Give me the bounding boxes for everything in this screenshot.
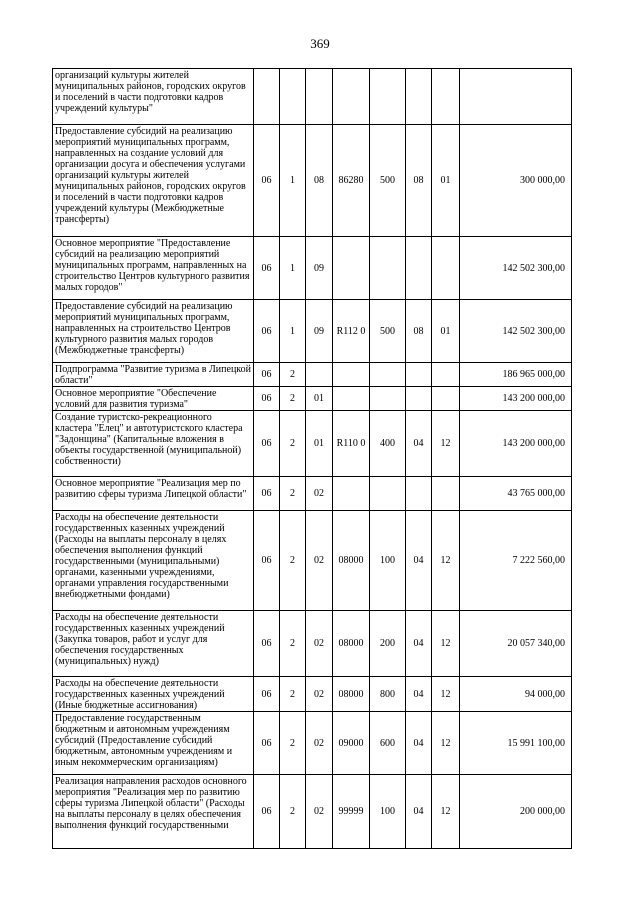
- direction-code: 08000: [333, 611, 370, 677]
- subprogram-code: 2: [280, 611, 306, 677]
- table-row: [53, 387, 572, 411]
- direction-code: 08000: [333, 677, 370, 712]
- subprogram-code: 1: [280, 125, 306, 237]
- expense-type-code: 200: [370, 611, 406, 677]
- program-code: 06: [254, 125, 280, 237]
- row-description: Основное мероприятие "Реализация мер по развитию сферы туризма Липецкой области": [53, 477, 254, 511]
- program-code: 06: [254, 775, 280, 849]
- program-code: 06: [254, 611, 280, 677]
- section-code: 04: [406, 511, 432, 611]
- table-row: [53, 125, 572, 237]
- amount: 43 765 000,00: [460, 477, 572, 511]
- subsection-code: [432, 69, 460, 125]
- expense-type-code: [370, 477, 406, 511]
- table-row: [53, 237, 572, 300]
- table-row: [53, 775, 572, 849]
- table-row: [53, 611, 572, 677]
- section-code: [406, 69, 432, 125]
- row-description: Предоставление государственным бюджетным и автономным учреждениям субсидий (Предоставление субсидий бюджетным, автономным учреждениям и иным некоммерческим организациям): [53, 712, 254, 775]
- activity-code: 02: [306, 712, 333, 775]
- expense-type-code: 800: [370, 677, 406, 712]
- amount: 142 502 300,00: [460, 300, 572, 363]
- subsection-code: 12: [432, 775, 460, 849]
- row-description: Предоставление субсидий на реализацию мероприятий муниципальных программ, направленных на создание условий для организации досуга и обеспечения услугами организаций культуры жителей муниципальных районов, городских округов и поселений в части подготовки кадров учреждений культуры (Межбюджетные трансферты): [53, 125, 254, 237]
- subsection-code: 12: [432, 712, 460, 775]
- direction-code: 99999: [333, 775, 370, 849]
- subprogram-code: 2: [280, 477, 306, 511]
- program-code: 06: [254, 363, 280, 387]
- amount: 7 222 560,00: [460, 511, 572, 611]
- subprogram-code: 2: [280, 511, 306, 611]
- subsection-code: [432, 387, 460, 411]
- section-code: 04: [406, 712, 432, 775]
- row-description: Расходы на обеспечение деятельности государственных казенных учреждений (Расходы на выплаты персоналу в целях обеспечения выполнения функций государственными (муниципальными) органами, казенными учреждениями, органами управления государственными внебюджетными фондами): [53, 511, 254, 611]
- row-description: Создание туристско-рекреационного кластера "Елец" и автотуристского кластера "Задонщина" (Капитальные вложения в объекты государственной (муниципальной) собственности): [53, 411, 254, 477]
- direction-code: [333, 363, 370, 387]
- activity-code: 01: [306, 387, 333, 411]
- table-row: [53, 677, 572, 712]
- row-description: организаций культуры жителей муниципальных районов, городских округов и поселений в части подготовки кадров учреждений культуры": [53, 69, 254, 125]
- direction-code: 86280: [333, 125, 370, 237]
- activity-code: [306, 69, 333, 125]
- row-description: Расходы на обеспечение деятельности государственных казенных учреждений (Иные бюджетные ассигнования): [53, 677, 254, 712]
- subsection-code: 12: [432, 677, 460, 712]
- amount: 143 200 000,00: [460, 387, 572, 411]
- amount: 20 057 340,00: [460, 611, 572, 677]
- subprogram-code: [280, 69, 306, 125]
- direction-code: 09000: [333, 712, 370, 775]
- section-code: 08: [406, 125, 432, 237]
- amount: 143 200 000,00: [460, 411, 572, 477]
- subprogram-code: 2: [280, 363, 306, 387]
- subsection-code: [432, 237, 460, 300]
- table-row: [53, 69, 572, 125]
- subprogram-code: 2: [280, 677, 306, 712]
- program-code: [254, 69, 280, 125]
- expense-type-code: [370, 387, 406, 411]
- activity-code: [306, 363, 333, 387]
- direction-code: [333, 387, 370, 411]
- table-row: [53, 477, 572, 511]
- activity-code: 02: [306, 511, 333, 611]
- section-code: 04: [406, 775, 432, 849]
- activity-code: 02: [306, 477, 333, 511]
- expense-type-code: [370, 363, 406, 387]
- direction-code: [333, 69, 370, 125]
- subprogram-code: 1: [280, 237, 306, 300]
- page-number: 369: [310, 36, 330, 51]
- expense-type-code: [370, 237, 406, 300]
- expense-type-code: 400: [370, 411, 406, 477]
- amount: 200 000,00: [460, 775, 572, 849]
- direction-code: R110 0: [333, 411, 370, 477]
- activity-code: 08: [306, 125, 333, 237]
- expense-type-code: 100: [370, 775, 406, 849]
- subsection-code: 12: [432, 511, 460, 611]
- subprogram-code: 2: [280, 775, 306, 849]
- amount: 186 965 000,00: [460, 363, 572, 387]
- amount: 94 000,00: [460, 677, 572, 712]
- direction-code: R112 0: [333, 300, 370, 363]
- program-code: 06: [254, 411, 280, 477]
- table-row: [53, 511, 572, 611]
- subsection-code: 01: [432, 300, 460, 363]
- subprogram-code: 1: [280, 300, 306, 363]
- table-row: [53, 363, 572, 387]
- row-description: Расходы на обеспечение деятельности государственных казенных учреждений (Закупка товаров, работ и услуг для обеспечения государственных (муниципальных) нужд): [53, 611, 254, 677]
- expense-type-code: 600: [370, 712, 406, 775]
- activity-code: 09: [306, 300, 333, 363]
- subsection-code: 12: [432, 411, 460, 477]
- subsection-code: 12: [432, 611, 460, 677]
- direction-code: [333, 477, 370, 511]
- table-row: [53, 300, 572, 363]
- section-code: 08: [406, 300, 432, 363]
- budget-table: [52, 68, 572, 849]
- expense-type-code: [370, 69, 406, 125]
- subsection-code: [432, 477, 460, 511]
- section-code: 04: [406, 411, 432, 477]
- section-code: 04: [406, 677, 432, 712]
- row-description: Основное мероприятие "Обеспечение условий для развития туризма": [53, 387, 254, 411]
- amount: 142 502 300,00: [460, 237, 572, 300]
- activity-code: 02: [306, 677, 333, 712]
- subsection-code: 01: [432, 125, 460, 237]
- program-code: 06: [254, 477, 280, 511]
- expense-type-code: 500: [370, 300, 406, 363]
- subprogram-code: 2: [280, 411, 306, 477]
- amount: [460, 69, 572, 125]
- row-description: Предоставление субсидий на реализацию мероприятий муниципальных программ, направленных на строительство Центров культурного развития малых городов (Межбюджетные трансферты): [53, 300, 254, 363]
- activity-code: 02: [306, 611, 333, 677]
- amount: 15 991 100,00: [460, 712, 572, 775]
- section-code: [406, 237, 432, 300]
- program-code: 06: [254, 712, 280, 775]
- table-row: [53, 411, 572, 477]
- table-row: [53, 712, 572, 775]
- subsection-code: [432, 363, 460, 387]
- row-description: Основное мероприятие "Предоставление субсидий на реализацию мероприятий муниципальных программ, направленных на строительство Центров культурного развития малых городов": [53, 237, 254, 300]
- subprogram-code: 2: [280, 712, 306, 775]
- expense-type-code: 100: [370, 511, 406, 611]
- activity-code: 09: [306, 237, 333, 300]
- row-description: Реализация направления расходов основного мероприятия "Реализация мер по развитию сферы туризма Липецкой области" (Расходы на выплаты персоналу в целях обеспечения выполнения функций государственными: [53, 775, 254, 849]
- program-code: 06: [254, 300, 280, 363]
- section-code: [406, 363, 432, 387]
- activity-code: 02: [306, 775, 333, 849]
- program-code: 06: [254, 237, 280, 300]
- program-code: 06: [254, 677, 280, 712]
- amount: 300 000,00: [460, 125, 572, 237]
- section-code: [406, 477, 432, 511]
- expense-type-code: 500: [370, 125, 406, 237]
- direction-code: [333, 237, 370, 300]
- subprogram-code: 2: [280, 387, 306, 411]
- direction-code: 08000: [333, 511, 370, 611]
- section-code: 04: [406, 611, 432, 677]
- activity-code: 01: [306, 411, 333, 477]
- section-code: [406, 387, 432, 411]
- program-code: 06: [254, 387, 280, 411]
- row-description: Подпрограмма "Развитие туризма в Липецкой области": [53, 363, 254, 387]
- program-code: 06: [254, 511, 280, 611]
